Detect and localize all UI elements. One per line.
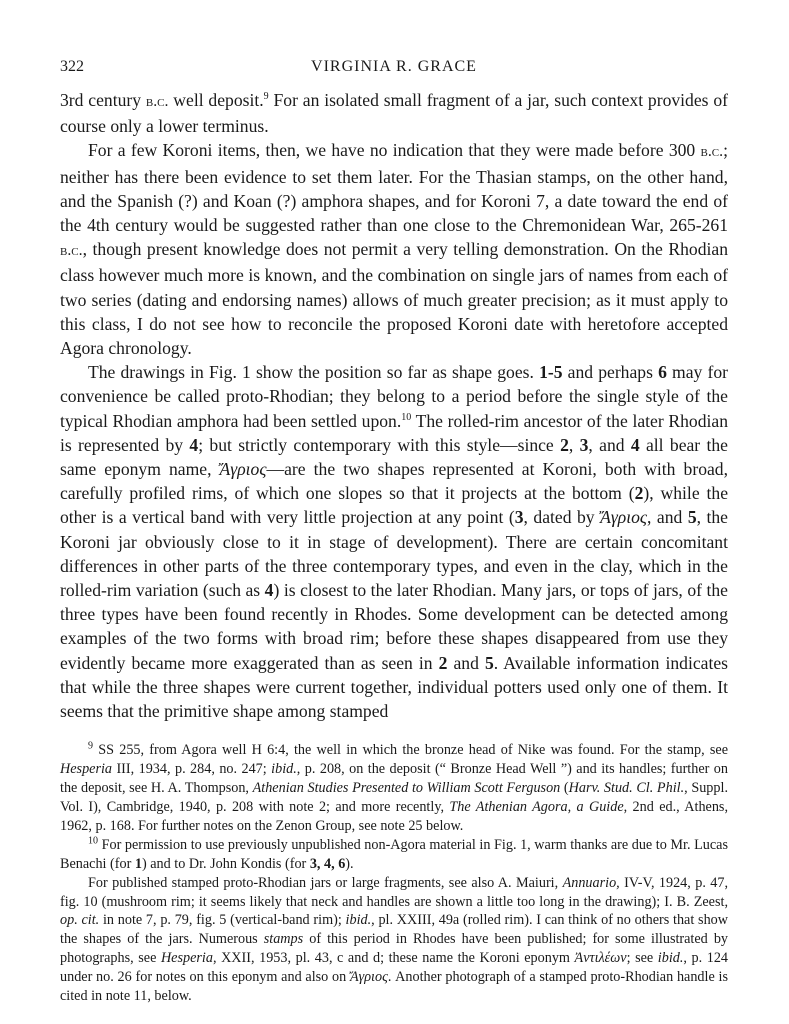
footnote-ref-10: 10 bbox=[401, 411, 412, 423]
paragraph-3: The drawings in Fig. 1 show the position so far as shape goes. 1-5 and perhaps 6 may for convenience be called proto-Rhodian; they belong to a period before the single style of the typical Rhodian amphora had been settled upon.$^{10}$ The rolled-rim ancestor of the later Rhodian is represented by 4; but strictly contemporary with this style—since 2, 3, and 4 all bear the same eponym name, Ἄγριος—are the two shapes represented at Koroni, both with broad, carefully profiled rims, of which one slopes so that it projects at the bottom (2), while the other is a vertical band with very little projection at any point (3, dated by Ἄγριος, and 5, the Koroni jar obviously close to it in stage of development). There are certain concomitant differences in other parts of the three contemporary types, and even in the clay, which in the rolled-rim variation (such as 4) is closest to the later Rhodian. Many jars, or tops of jars, of the three types have been found recently in Rhodes. Some development can be detected among examples of the two forms with broad rim; before these shapes disappeared from use they evidently became more exaggerated than as seen in 2 and 5. Available information indicates that while the three shapes were current together, individual potters used only one of them. It seems that the primitive shape among stamped bbox=[60, 362, 729, 722]
footnotes bbox=[60, 741, 728, 1006]
footnote-9: $^9$ SS 255, from Agora well H 6:4, the well in which the bronze head of Nike was found. For the stamp, see Hesperia III, 1934, p. 284, no. 247; ibid., p. 208, on the deposit (“ Bronze Head Well ”) and its handles; further on the deposit, see H. A. Thompson, Athenian Studies Presented to William Scott Ferguson (Harv. Stud. Cl. Phil., Suppl. Vol. I), Cambridge, 1940, p. 208 with note 2; and more recently, The Athenian Agora, a Guide, 2nd ed., Athens, 1962, p. 168. For further notes on the Zenon Group, see note 25 below. bbox=[60, 740, 728, 834]
paragraph-1: 3rd century b.c. well deposit.$^9$ For an isolated small fragment of a jar, such context provides of course only a lower terminus. bbox=[60, 90, 729, 137]
footnote-10-continued: For published stamped proto-Rhodian jars or large fragments, see also A. Maiuri, Annuario, IV-V, 1924, p. 47, fig. 10 (mushroom rim; it seems likely that neck and handles are shown a little too long in the drawing); I. B. Zeest, op. cit. in note 7, p. 79, fig. 5 (vertical-band rim); ibid., pl. XXIII, 49a (rolled rim). I can think of no others that show the shapes of the jars. Numerous stamps of this period in Rhodes have been published; for some illustrated by photographs, see Hesperia, XXII, 1953, pl. 43, c and d; these name the Koroni eponym Ἀντιλέων; see ibid., p. 124 under no. 26 for notes on this eponym and also on Ἄγριος. Another photograph of a stamped proto-Rhodian handle is cited in note 11, below. bbox=[60, 874, 729, 1005]
page-header bbox=[60, 52, 728, 78]
paragraph-2: For a few Koroni items, then, we have no indication that they were made before 300 b.c.; neither has there been evidence to set them later. For the Thasian stamps, on the other hand, and the Spanish (?) and Koan (?) amphora shapes, and for Koroni 7, a date toward the end of the 4th century would be suggested rather than one close to the Chremonidean War, 265-261 b.c., though present knowledge does not permit a very telling demonstration. On the Rhodian class however much more is known, and the combination on single jars of names from each of two series (dating and endorsing names) allows of much greater precision; as it must apply to this class, I do not see how to reconcile the proposed Koroni date with heretofore accepted Agora chronology. bbox=[60, 140, 728, 359]
page-number: 322 bbox=[60, 58, 84, 75]
footnote-10: $^{10}$ For permission to use previously unpublished non-Agora material in Fig. 1, warm thanks are due to Mr. Lucas Benachi (for 1) and to Dr. John Kondis (for 3, 4, 6). bbox=[60, 835, 728, 872]
footnote-ref-9: 9 bbox=[263, 91, 269, 103]
running-head: VIRGINIA R. GRACE bbox=[311, 58, 477, 75]
body-text bbox=[60, 88, 728, 723]
page bbox=[60, 52, 728, 1006]
